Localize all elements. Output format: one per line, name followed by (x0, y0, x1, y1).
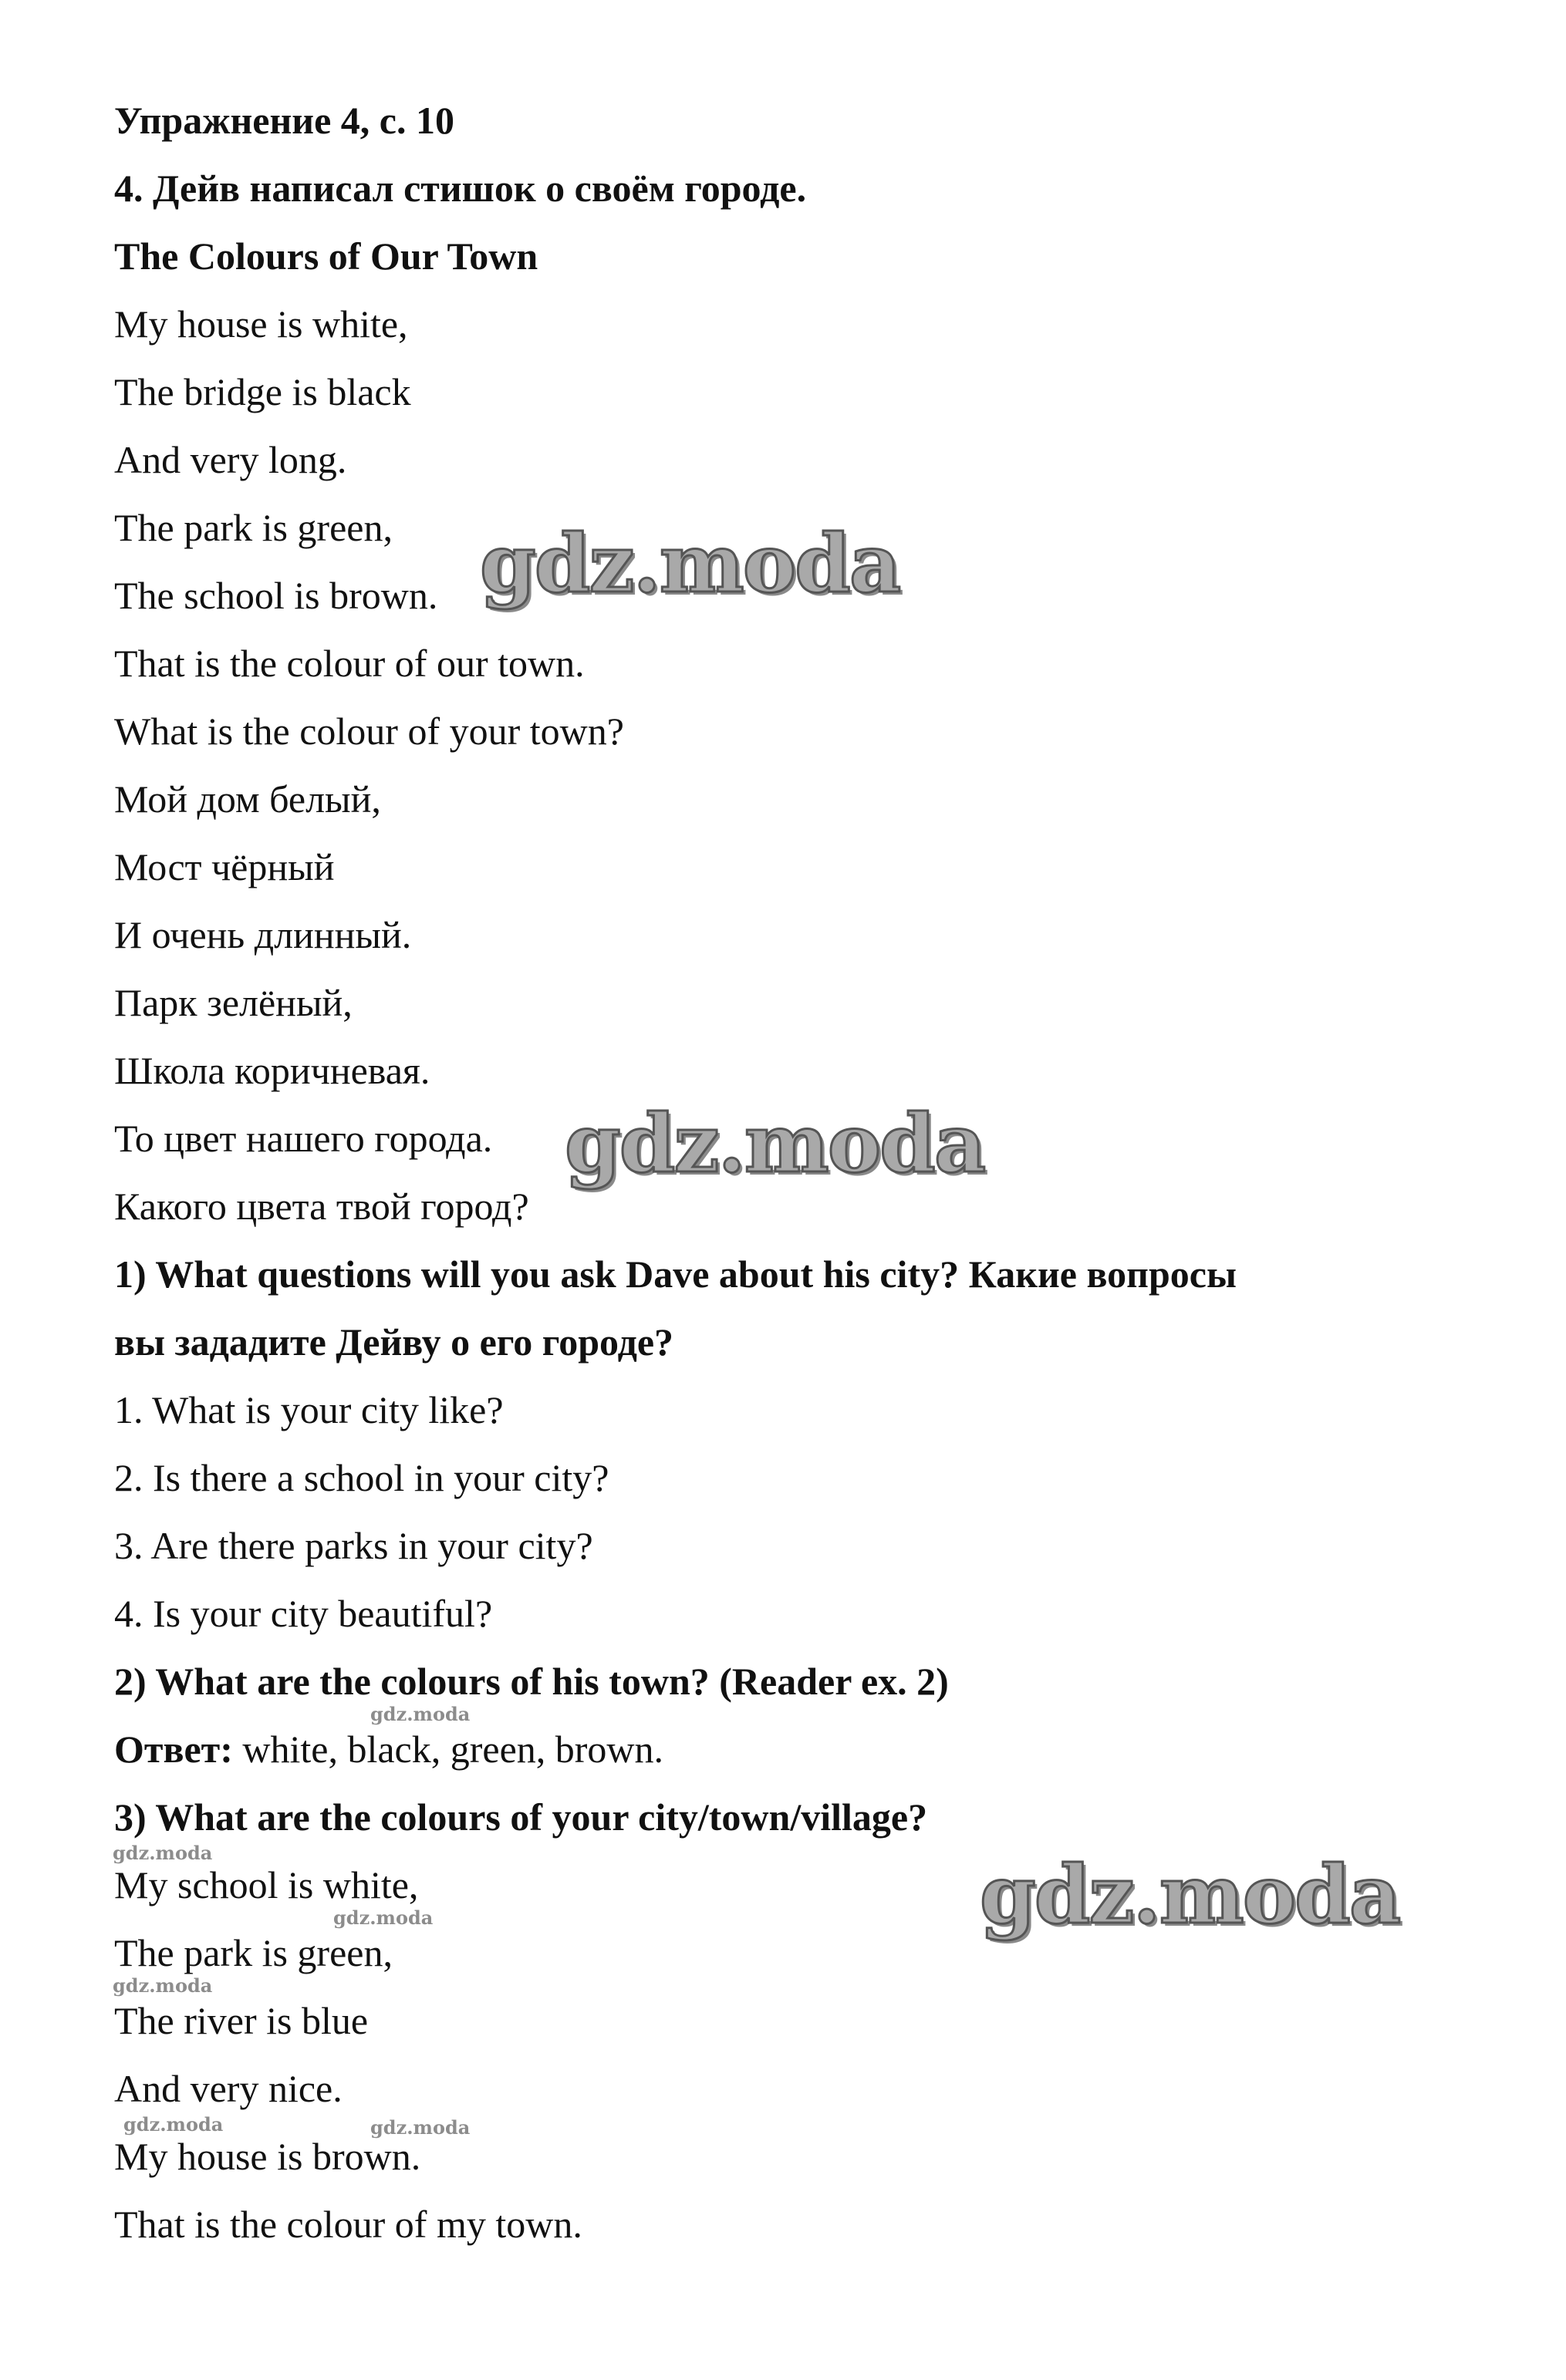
watermark-small: gdz.moda (333, 1906, 434, 1929)
task-intro: 4. Дейв написал стишок о своём городе. (114, 167, 807, 210)
answer-list-item: 3. Are there parks in your city? (114, 1524, 593, 1567)
watermark-small: gdz.moda (113, 1842, 213, 1864)
translation-line: То цвет нашего города. (114, 1117, 493, 1160)
poem-line: The school is brown. (114, 574, 438, 617)
answer-label: Ответ: (114, 1728, 233, 1771)
translation-line: Какого цвета твой город? (114, 1185, 529, 1228)
answer-text: white, black, green, brown. (232, 1728, 664, 1771)
exercise-heading: Упражнение 4, с. 10 (114, 99, 454, 142)
poem-line: The park is green, (114, 506, 393, 549)
poem-line: The bridge is black (114, 370, 411, 413)
poem-line: That is the colour of our town. (114, 642, 585, 685)
own-poem-line: The river is blue (114, 1999, 369, 2042)
answer-list-item: 2. Is there a school in your city? (114, 1456, 609, 1499)
translation-line: Парк зелёный, (114, 981, 353, 1024)
question-1-heading: 1) What questions will you ask Dave about his city? Какие вопросы (114, 1252, 1237, 1296)
watermark-small: gdz.moda (113, 1974, 213, 1997)
watermark-small: gdz.moda (123, 2113, 224, 2136)
answer-line (114, 1726, 663, 1772)
own-poem-line: The park is green, (114, 1931, 393, 1974)
watermark-logo: gdz.moda (480, 516, 900, 611)
poem-line: What is the colour of your town? (114, 710, 624, 753)
watermark-small: gdz.moda (370, 2116, 471, 2139)
own-poem-line: And very nice. (114, 2067, 343, 2110)
translation-line: Мост чёрный (114, 845, 335, 888)
own-poem-line: My house is brown. (114, 2135, 421, 2178)
own-poem-line: My school is white, (114, 1863, 419, 1906)
translation-line: Школа коричневая. (114, 1049, 430, 1092)
answer-list-item: 4. Is your city beautiful? (114, 1592, 493, 1635)
watermark-small: gdz.moda (370, 1703, 471, 1725)
poem-line: And very long. (114, 438, 347, 481)
watermark-logo: gdz.moda (565, 1096, 985, 1191)
translation-line: Мой дом белый, (114, 777, 381, 821)
translation-line: И очень длинный. (114, 913, 412, 956)
question-2-heading: 2) What are the colours of his town? (Reader ex. 2) (114, 1660, 949, 1703)
watermark-logo: gdz.moda (980, 1847, 1400, 1942)
poem-line: My house is white, (114, 302, 408, 346)
question-3-heading: 3) What are the colours of your city/town/village? (114, 1795, 928, 1839)
answer-list-item: 1. What is your city like? (114, 1388, 504, 1431)
poem-title: The Colours of Our Town (114, 234, 538, 278)
question-1-heading-cont: вы зададите Дейву о его городе? (114, 1320, 674, 1364)
own-poem-line: That is the colour of my town. (114, 2203, 582, 2246)
